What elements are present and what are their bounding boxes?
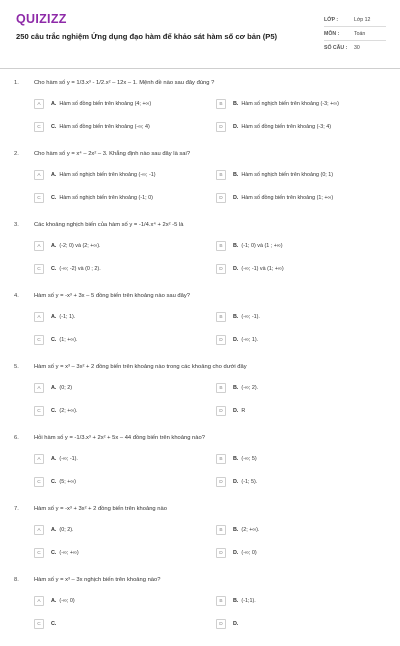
option-letter: B. xyxy=(233,314,239,320)
option-letter: A. xyxy=(51,456,57,462)
question-number: 3. xyxy=(14,222,19,228)
option-letter: A. xyxy=(51,243,57,249)
option-key-box[interactable]: C xyxy=(34,193,44,203)
option-text: (-1; 5). xyxy=(241,479,258,485)
quizizz-logo: QUIZIZZ xyxy=(16,12,67,26)
option-text: (-1;1). xyxy=(241,598,256,604)
question-number: 1. xyxy=(14,80,19,86)
question-block xyxy=(0,78,400,149)
option-letter: C. xyxy=(51,195,57,201)
question-text: Hàm số y = -x³ + 3x² + 2 đồng biến trên khoảng nào xyxy=(34,506,167,512)
option-letter: C. xyxy=(51,266,57,272)
option-key-box[interactable]: A xyxy=(34,241,44,251)
answer-option[interactable] xyxy=(34,120,150,134)
option-key-box[interactable]: D xyxy=(216,619,226,629)
option-key-box[interactable]: B xyxy=(216,312,226,322)
question-text: Cho hàm số y = 1/3.x³ - 1/2.x² – 12x – 1. Mệnh đề nào sau đây đúng ? xyxy=(34,80,215,86)
option-letter: D. xyxy=(233,337,239,343)
option-text: (0; 2). xyxy=(59,527,74,533)
option-text: (5; +∞) xyxy=(59,479,76,485)
option-text: (-∞; +∞) xyxy=(59,550,79,556)
question-block xyxy=(0,362,400,433)
meta-row-class xyxy=(324,13,386,27)
question-text: Các khoảng nghịch biến của hàm số y = -1/4.x⁴ + 2x² -5 là xyxy=(34,222,184,228)
option-text: (0; 2) xyxy=(59,385,72,391)
option-key-box[interactable]: A xyxy=(34,170,44,180)
option-text: Hàm số nghịch biến trên khoảng (-1; 0) xyxy=(59,195,153,201)
option-letter: A. xyxy=(51,101,57,107)
header-divider xyxy=(0,68,400,69)
answer-option[interactable] xyxy=(216,262,284,276)
answer-option[interactable] xyxy=(34,617,59,631)
option-key-box[interactable]: D xyxy=(216,406,226,416)
question-block xyxy=(0,220,400,291)
option-key-box[interactable]: B xyxy=(216,99,226,109)
question-number: 7. xyxy=(14,506,19,512)
question-text: Hỏi hàm số y = -1/3.x³ + 2x² + 5x – 44 đồng biến trên khoảng nào? xyxy=(34,435,205,441)
option-key-box[interactable]: B xyxy=(216,596,226,606)
option-key-box[interactable]: A xyxy=(34,383,44,393)
option-key-box[interactable]: B xyxy=(216,170,226,180)
option-letter: D. xyxy=(233,621,239,627)
option-text: Hàm số nghịch biến trên khoảng (-3; +∞) xyxy=(241,101,339,107)
option-letter: D. xyxy=(233,408,239,414)
option-letter: B. xyxy=(233,385,239,391)
option-letter: D. xyxy=(233,124,239,130)
question-text: Cho hàm số y = x⁴ – 2x² – 3. Khẳng định nào sau đây là sai? xyxy=(34,151,191,157)
answer-option[interactable] xyxy=(34,381,72,395)
option-text: (-∞; -1). xyxy=(59,456,78,462)
question-block xyxy=(0,149,400,220)
option-key-box[interactable]: D xyxy=(216,264,226,274)
option-letter: D. xyxy=(233,266,239,272)
question-block xyxy=(0,291,400,362)
option-text: (-∞; 5) xyxy=(241,456,257,462)
answer-option[interactable] xyxy=(34,239,101,253)
answer-option[interactable] xyxy=(216,120,331,134)
option-text: (-∞; 0) xyxy=(59,598,75,604)
answer-option[interactable] xyxy=(216,404,245,418)
answer-option[interactable] xyxy=(216,310,260,324)
meta-row-subject xyxy=(324,27,386,41)
answer-option[interactable] xyxy=(216,546,257,560)
option-text: (-2; 0) và (2; +∞). xyxy=(59,243,101,249)
option-letter: D. xyxy=(233,550,239,556)
option-text: (2; +∞). xyxy=(241,527,260,533)
option-key-box[interactable]: D xyxy=(216,548,226,558)
option-key-box[interactable]: D xyxy=(216,122,226,132)
question-block xyxy=(0,575,400,646)
meta-value: Lớp 12 xyxy=(354,16,371,23)
answer-option[interactable] xyxy=(216,333,258,347)
option-text: (-∞; 1). xyxy=(241,337,259,343)
meta-label: SỐ CÂU : xyxy=(324,45,348,51)
answer-option[interactable] xyxy=(34,523,74,537)
option-key-box[interactable]: C xyxy=(34,619,44,629)
answer-option[interactable] xyxy=(216,381,258,395)
option-key-box[interactable]: A xyxy=(34,525,44,535)
option-letter: C. xyxy=(51,337,57,343)
option-text: (2; +∞). xyxy=(59,408,78,414)
option-key-box[interactable]: D xyxy=(216,477,226,487)
question-number: 5. xyxy=(14,364,19,370)
answer-option[interactable] xyxy=(34,168,156,182)
question-block xyxy=(0,433,400,504)
option-key-box[interactable]: C xyxy=(34,477,44,487)
option-key-box[interactable]: A xyxy=(34,596,44,606)
option-text: Hàm số nghịch biến trên khoảng (-∞; -1) xyxy=(59,172,156,178)
option-text: (-1; 1). xyxy=(59,314,76,320)
answer-option[interactable] xyxy=(216,523,259,537)
option-text: Hàm số đồng biến trên khoảng (-∞; 4) xyxy=(59,124,150,130)
option-key-box[interactable]: D xyxy=(216,335,226,345)
answer-option[interactable] xyxy=(216,617,241,631)
option-letter: D. xyxy=(233,195,239,201)
answer-option[interactable] xyxy=(216,452,257,466)
option-letter: C. xyxy=(51,124,57,130)
option-letter: B. xyxy=(233,243,239,249)
option-key-box[interactable]: C xyxy=(34,264,44,274)
question-text: Hàm số y = -x³ + 3x – 5 đồng biến trên khoảng nào sau đây? xyxy=(34,293,190,299)
question-number: 8. xyxy=(14,577,19,583)
option-text: (-1; 0) và (1 ; +∞) xyxy=(241,243,283,249)
question-number: 2. xyxy=(14,151,19,157)
option-letter: B. xyxy=(233,456,239,462)
option-key-box[interactable]: C xyxy=(34,335,44,345)
meta-value: 30 xyxy=(354,45,360,51)
option-letter: B. xyxy=(233,527,239,533)
option-letter: A. xyxy=(51,598,57,604)
answer-option[interactable] xyxy=(216,191,333,205)
option-text: (-∞; -2) và (0 ; 2). xyxy=(59,266,101,272)
option-key-box[interactable]: B xyxy=(216,241,226,251)
option-letter: C. xyxy=(51,408,57,414)
option-key-box[interactable]: C xyxy=(34,548,44,558)
answer-option[interactable] xyxy=(34,452,78,466)
option-text: (-∞; 0) xyxy=(241,550,257,556)
answer-option[interactable] xyxy=(34,333,77,347)
option-key-box[interactable]: B xyxy=(216,383,226,393)
option-letter: A. xyxy=(51,385,57,391)
answer-option[interactable] xyxy=(34,594,75,608)
option-text: Hàm số đồng biến trên khoảng (4; +∞) xyxy=(59,101,152,107)
answer-option[interactable] xyxy=(34,262,101,276)
option-key-box[interactable]: C xyxy=(34,122,44,132)
answer-option[interactable] xyxy=(34,404,77,418)
option-letter: A. xyxy=(51,527,57,533)
option-key-box[interactable]: B xyxy=(216,525,226,535)
meta-label: MÔN : xyxy=(324,30,340,37)
question-block xyxy=(0,504,400,575)
answer-option[interactable] xyxy=(216,168,333,182)
option-key-box[interactable]: A xyxy=(34,99,44,109)
option-text: R xyxy=(241,408,246,414)
answer-option[interactable] xyxy=(216,475,257,489)
option-text: Hàm số đồng biến trên khoảng (-3; 4) xyxy=(241,124,332,130)
option-text: (-∞; -1). xyxy=(241,314,260,320)
meta-value: Toán xyxy=(354,30,366,37)
option-letter: C. xyxy=(51,479,57,485)
answer-option[interactable] xyxy=(34,191,153,205)
option-text: (-∞; 2). xyxy=(241,385,259,391)
answer-option[interactable] xyxy=(34,546,79,560)
question-text: Hàm số y = x³ – 3x² + 2 đồng biến trên khoảng nào trong các khoảng cho dưới đây xyxy=(34,364,247,370)
option-letter: A. xyxy=(51,314,57,320)
meta-box xyxy=(324,13,386,55)
answer-option[interactable] xyxy=(34,97,151,111)
question-number: 6. xyxy=(14,435,19,441)
meta-row-count xyxy=(324,41,386,55)
answer-option[interactable] xyxy=(216,239,283,253)
option-key-box[interactable]: A xyxy=(34,312,44,322)
option-key-box[interactable]: A xyxy=(34,454,44,464)
answer-option[interactable] xyxy=(216,97,339,111)
option-key-box[interactable]: B xyxy=(216,454,226,464)
meta-label: LỚP : xyxy=(324,16,339,23)
question-text: Hàm số y = x³ – 3x nghịch biến trên khoảng nào? xyxy=(34,577,161,583)
option-letter: B. xyxy=(233,172,239,178)
option-text: Hàm số đồng biến trên khoảng (1; +∞) xyxy=(241,195,334,201)
worksheet-header xyxy=(0,0,400,64)
answer-option[interactable] xyxy=(34,310,75,324)
answer-option[interactable] xyxy=(216,594,256,608)
option-text: (1; +∞). xyxy=(59,337,78,343)
option-text: (-∞; -1) và (1; +∞) xyxy=(241,266,284,272)
option-letter: C. xyxy=(51,550,57,556)
option-letter: B. xyxy=(233,101,239,107)
answer-option[interactable] xyxy=(34,475,76,489)
option-text: Hàm số nghịch biến trên khoảng (0; 1) xyxy=(241,172,334,178)
option-letter: D. xyxy=(233,479,239,485)
option-letter: A. xyxy=(51,172,57,178)
option-letter: B. xyxy=(233,598,239,604)
question-number: 4. xyxy=(14,293,19,299)
option-letter: C. xyxy=(51,621,57,627)
page-title: 250 câu trắc nghiệm Ứng dụng đạo hàm để khảo sát hàm số cơ bản (P5) xyxy=(16,32,278,41)
option-key-box[interactable]: D xyxy=(216,193,226,203)
option-key-box[interactable]: C xyxy=(34,406,44,416)
